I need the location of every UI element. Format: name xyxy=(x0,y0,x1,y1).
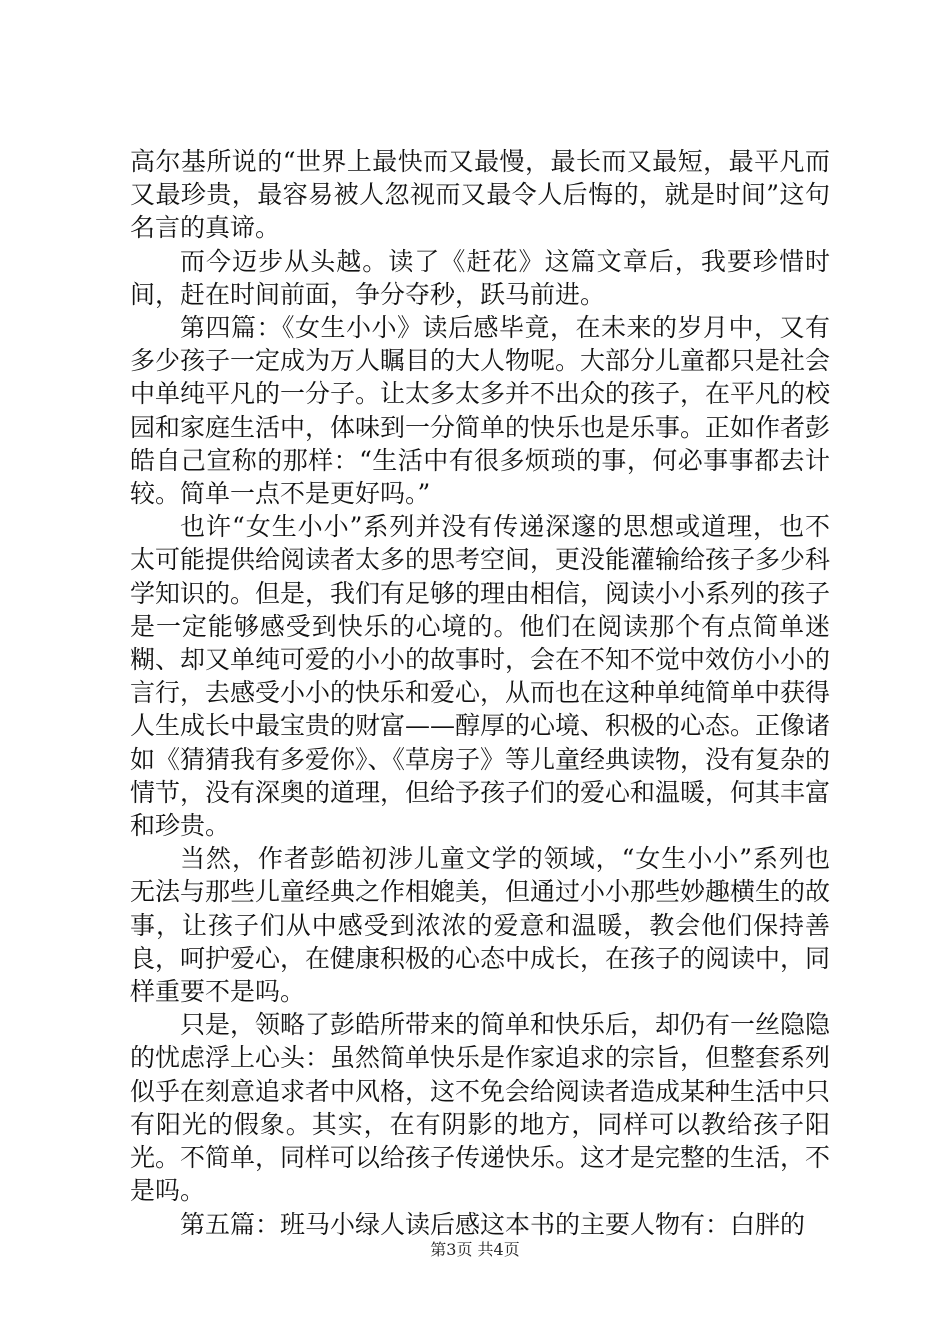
paragraph: 第四篇：《女生小小》读后感毕竟，在未来的岁月中，又有多少孩子一定成为万人瞩目的大人物呢。大部分儿童都只是社会中单纯平凡的一分子。让太多太多并不出众的孩子，在平凡的校园和家庭生活中，体味到一分简单的快乐也是乐事。正如作者彭皓自己宣称的那样：“生活中有很多烦琐的事，何必事事都去计较。简单一点不是更好吗。” xyxy=(130,313,831,509)
paragraph: 也许“女生小小”系列并没有传递深邃的思想或道理，也不太可能提供给阅读者太多的思考空间，更没能灌输给孩子多少科学知识的。但是，我们有足够的理由相信，阅读小小系列的孩子是一定能够感受到快乐的心境的。他们在阅读那个有点简单迷糊、却又单纯可爱的小小的故事时，会在不知不觉中效仿小小的言行，去感受小小的快乐和爱心，从而也在这种单纯简单中获得人生成长中最宝贵的财富——醇厚的心境、积极的心态。正像诸如《猜猜我有多爱你》、《草房子》等儿童经典读物，没有复杂的情节，没有深奥的道理，但给予孩子们的爱心和温暖，何其丰富和珍贵。 xyxy=(130,512,831,841)
paragraph: 当然，作者彭皓初涉儿童文学的领域，“女生小小”系列也无法与那些儿童经典之作相媲美，但通过小小那些妙趣横生的故事，让孩子们从中感受到浓浓的爱意和温暖，教会他们保持善良，呵护爱心，在健康积极的心态中成长，在孩子的阅读中，同样重要不是吗。 xyxy=(130,844,831,1007)
paragraph: 高尔基所说的“世界上最快而又最慢，最长而又最短，最平凡而又最珍贵，最容易被人忽视而又最令人后悔的，就是时间”这句名言的真谛。 xyxy=(130,147,830,243)
paragraph: 只是，领略了彭皓所带来的简单和快乐后，却仍有一丝隐隐的忧虑浮上心头：虽然简单快乐是作家追求的宗旨，但整套系列似乎在刻意追求者中风格，这不免会给阅读者造成某种生活中只有阳光的假象。其实，在有阴影的地方，同样可以教给孩子阳光。不简单，同样可以给孩子传递快乐。这才是完整的生活，不是吗。 xyxy=(130,1010,831,1206)
paragraph: 而今迈步从头越。读了《赶花》这篇文章后，我要珍惜时间，赶在时间前面，争分夺秒，跃马前进。 xyxy=(130,246,830,309)
page-footer: 第3页 共4页 xyxy=(430,1240,520,1259)
document-body xyxy=(130,145,830,1241)
paragraph: 第五篇：班马小绿人读后感这本书的主要人物有：白胖的 xyxy=(180,1209,806,1239)
